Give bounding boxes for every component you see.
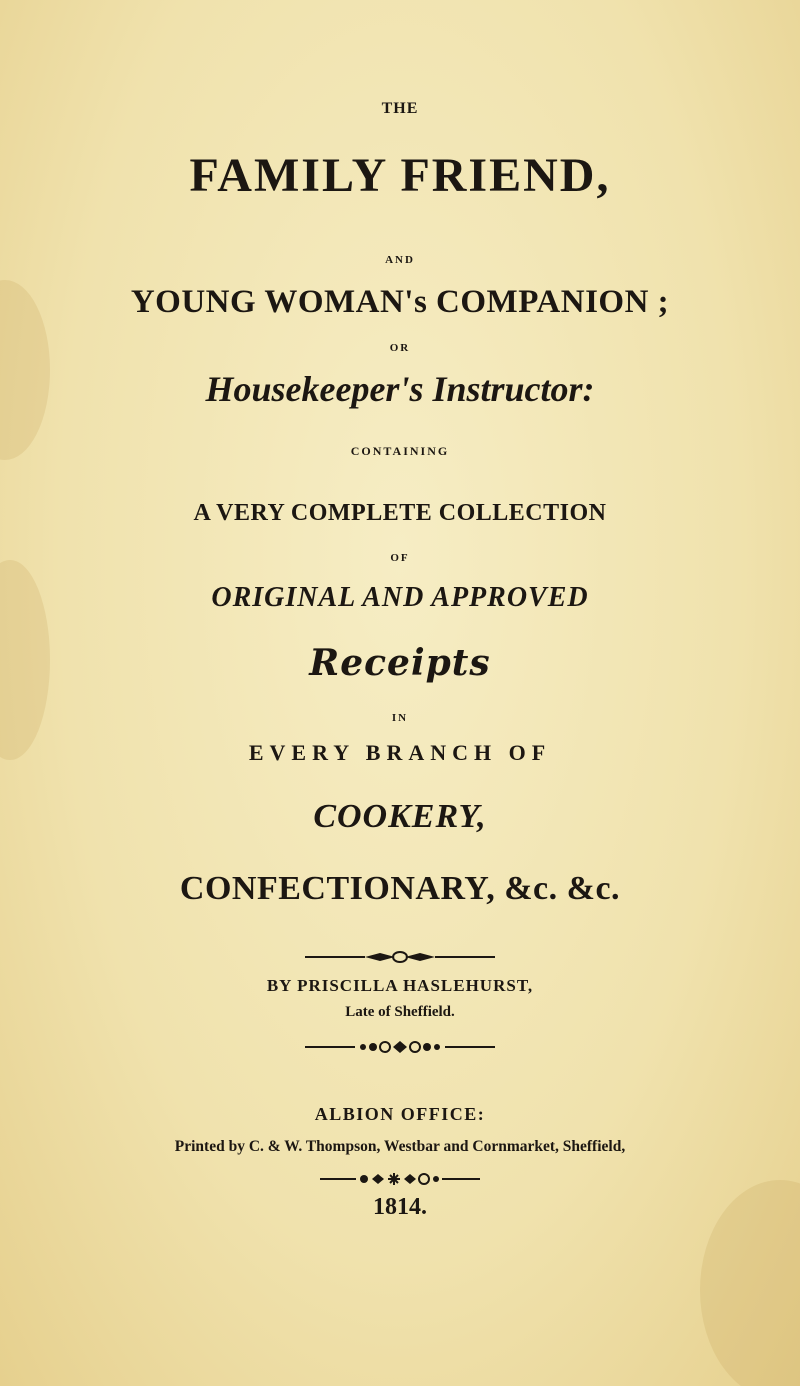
title-main: FAMILY FRIEND,	[189, 149, 611, 202]
in-label: IN	[391, 712, 409, 724]
ornamental-rule	[0, 1172, 800, 1186]
collection-line: A VERY COMPLETE COLLECTION	[193, 500, 607, 526]
of-label: OF	[390, 552, 410, 564]
original-line: ORIGINAL AND APPROVED	[211, 582, 589, 613]
cookery-line: COOKERY,	[313, 798, 487, 835]
the-label: THE	[381, 100, 419, 117]
author-line: BY PRISCILLA HASLEHURST,	[266, 976, 534, 995]
and-label: AND	[385, 254, 415, 266]
printer-line: Printed by C. & W. Thompson, Westbar and Cornmarket, Sheffield,	[174, 1138, 626, 1155]
or-label: OR	[389, 342, 411, 354]
year: 1814.	[373, 1194, 427, 1220]
subtitle: Housekeeper's Instructor:	[205, 369, 595, 409]
title-second: YOUNG WOMAN's COMPANION ;	[130, 284, 670, 320]
every-branch-line: EVERY BRANCH OF	[248, 740, 552, 765]
ornamental-rule	[0, 950, 800, 964]
ornamental-rule	[0, 1040, 800, 1054]
office-line: ALBION OFFICE:	[314, 1104, 486, 1124]
confectionary-line: CONFECTIONARY, &c. &c.	[179, 870, 621, 907]
author-note: Late of Sheffield.	[345, 1004, 455, 1020]
receipts-heading: Receipts	[309, 642, 491, 684]
containing-label: CONTAINING	[350, 444, 450, 458]
